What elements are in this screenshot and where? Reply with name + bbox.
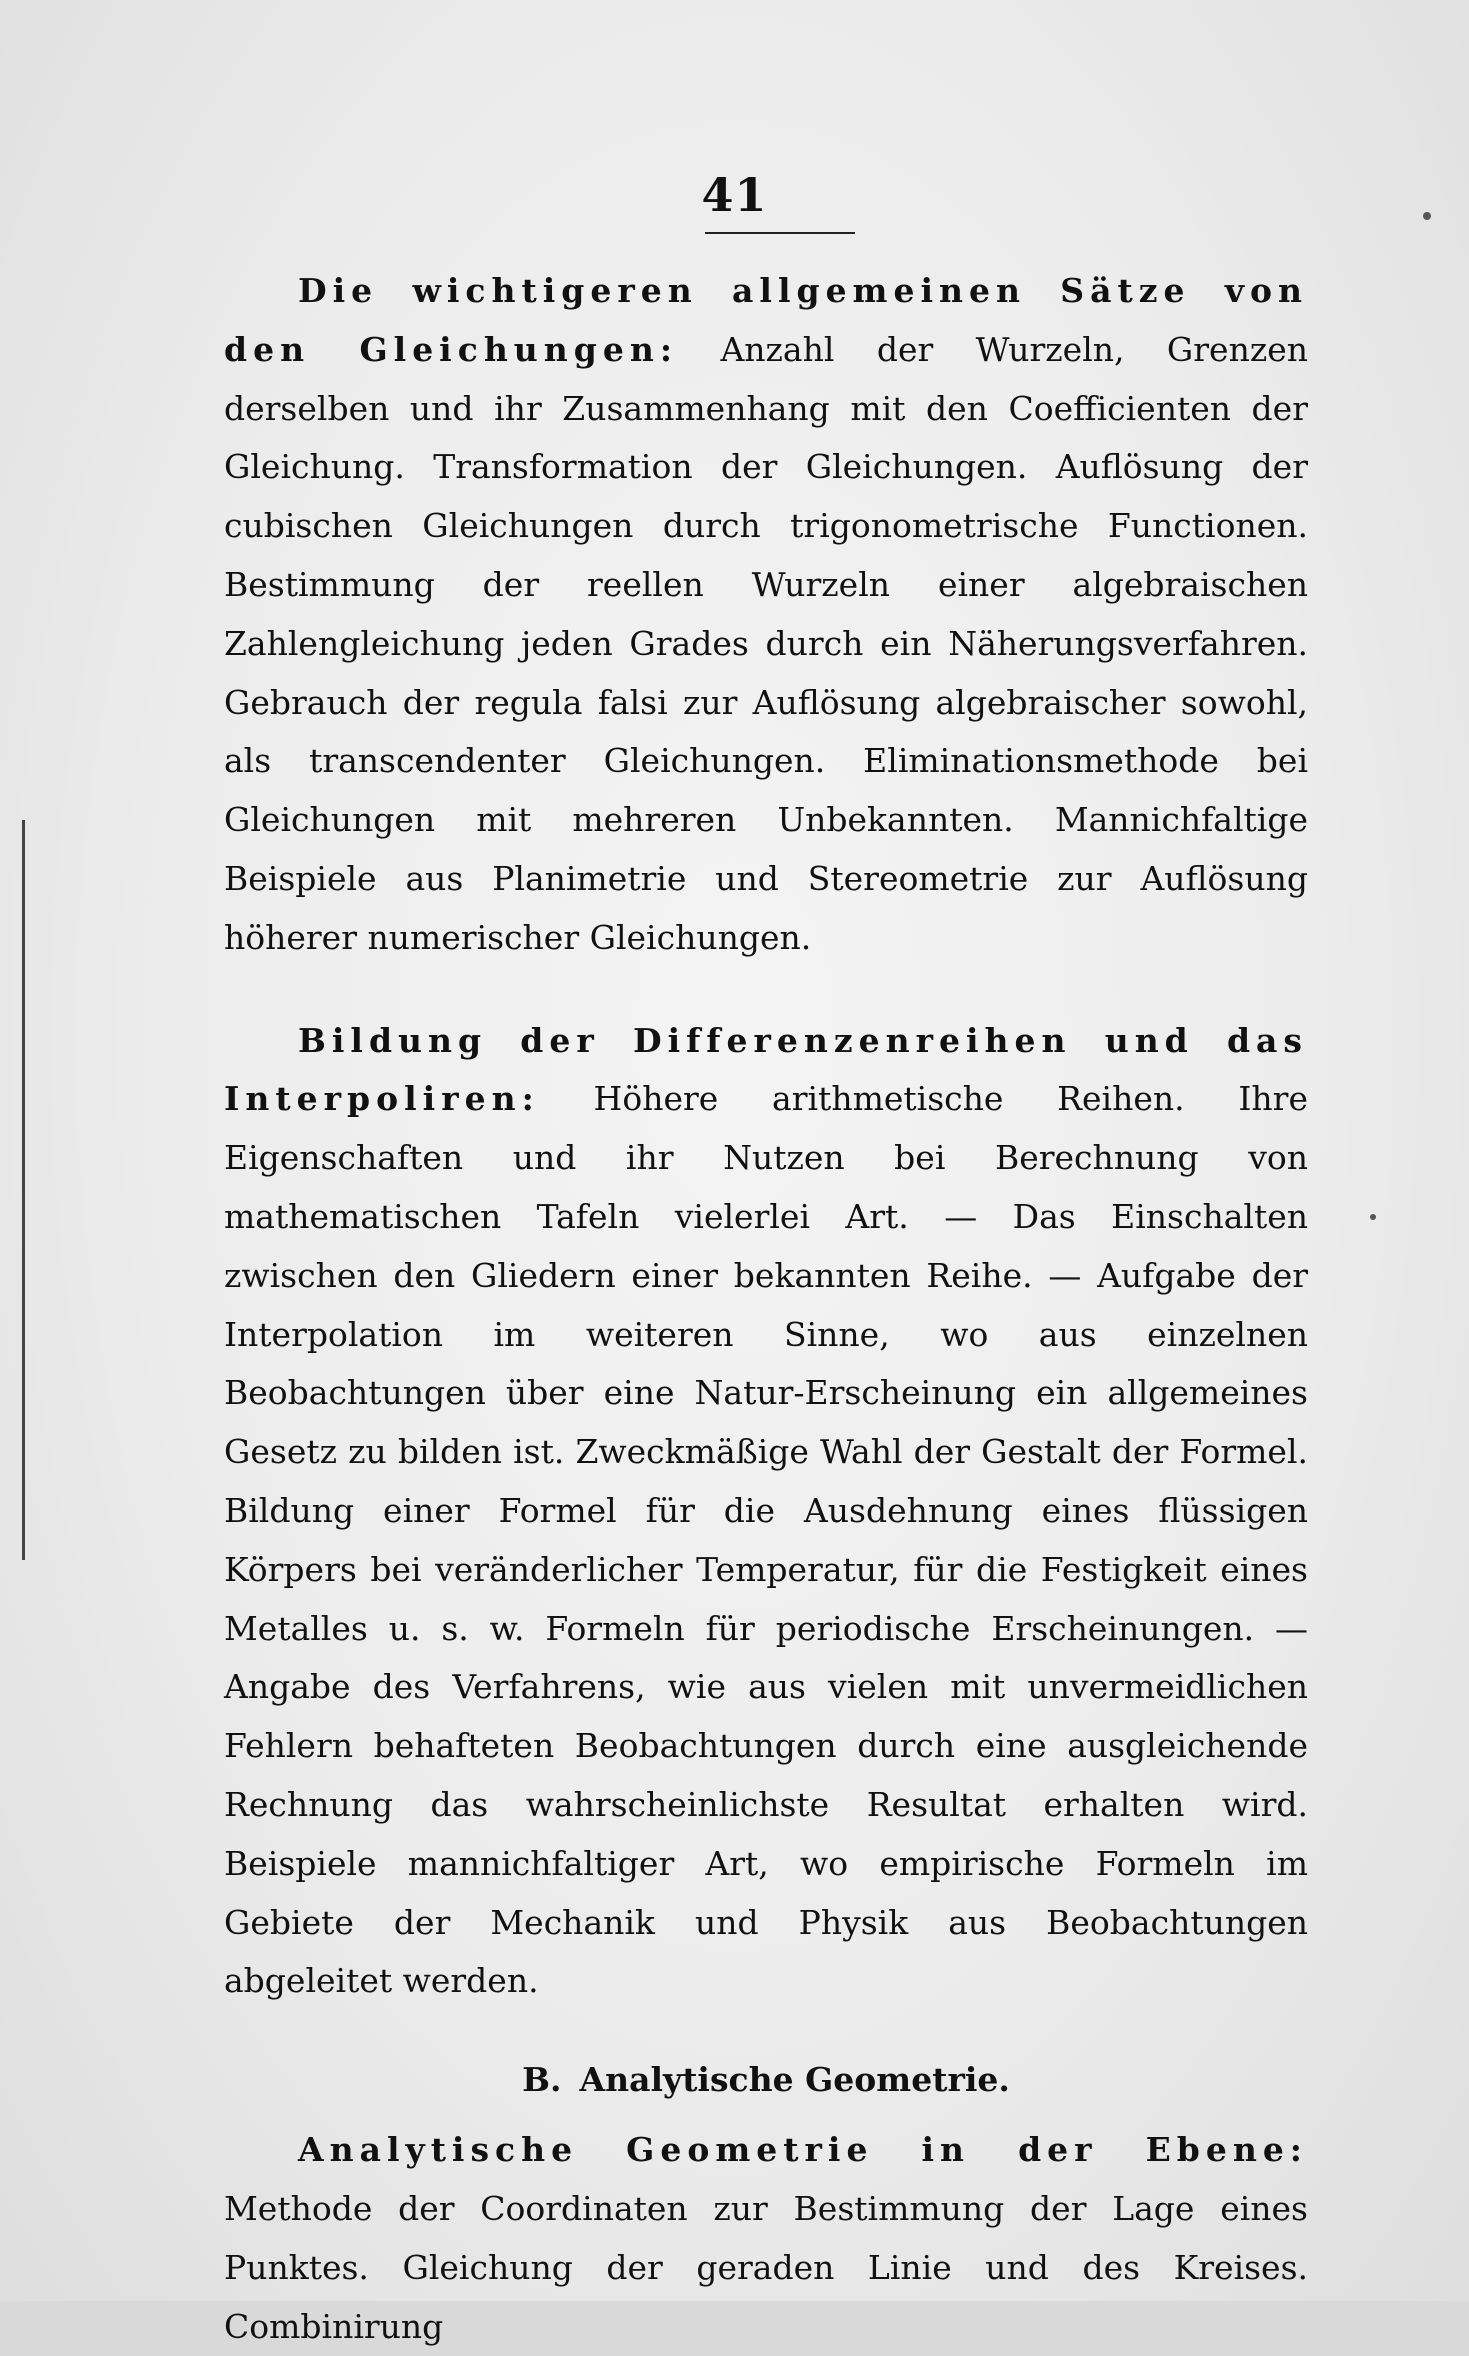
paragraph-text: Anzahl der Wurzeln, Grenzen derselben und ihr Zusammenhang mit den Coefficienten der Gleichung. Transformation der Gleichungen. Auflösung der cubischen Gleichungen durch trigonometrische Functionen. Bestimmung der reellen Wurzeln einer algebraischen Zahlengleichung jeden Grades durch ein Näherungsverfahren. Gebrauch der regula falsi zur Auflösung algebraischer sowohl, als transcendenter Gleichungen. Eliminationsmethode bei Gleichungen mit mehreren Unbekannten. Mannichfaltige Beispiele aus Planimetrie und Stereometrie zur Auflösung höherer numerischer Gleichungen. xyxy=(224,329,1308,957)
page-body xyxy=(224,262,1308,2356)
section-title: Analytische Geometrie. xyxy=(579,2060,1010,2100)
page-number: 41 xyxy=(701,168,768,222)
paragraph-lead: Die wichtigeren allgemeinen Sätze von den Gleichungen: xyxy=(224,271,1308,369)
paragraph-interpolation xyxy=(224,1012,1308,2012)
paragraph-text: Methode der Coordinaten zur Bestimmung der Lage eines Punktes. Gleichung der geraden Linie und des Kreises. Combinirung xyxy=(224,2188,1308,2346)
paragraph-analytic-geometry xyxy=(224,2121,1308,2356)
margin-binding-mark xyxy=(22,820,25,1560)
paragraph-text: Höhere arithmetische Reihen. Ihre Eigenschaften und ihr Nutzen bei Berechnung von mathematischen Tafeln vielerlei Art. — Das Einschalten zwischen den Gliedern einer bekannten Reihe. — Aufgabe der Interpolation im weiteren Sinne, wo aus einzelnen Beobachtungen über eine Natur-Erscheinung ein allgemeines Gesetz zu bilden ist. Zweckmäßige Wahl der Gestalt der Formel. Bildung einer Formel für die Ausdehnung eines flüssigen Körpers bei veränderlicher Temperatur, für die Festigkeit eines Metalles u. s. w. Formeln für periodische Erscheinungen. — Angabe des Verfahrens, wie aus vielen mit unvermeidlichen Fehlern behafteten Beobachtungen durch eine ausgleichende Rechnung das wahrscheinlichste Resultat erhalten wird. Beispiele mannichfaltiger Art, wo empirische Formeln im Gebiete der Mechanik und Physik aus Beobachtungen abgeleitet werden. xyxy=(224,1079,1308,2001)
dust-speck xyxy=(1370,1214,1376,1220)
paragraph-equations xyxy=(224,262,1308,968)
paragraph-lead: Bildung der Differenzenreihen und das Interpoliren: xyxy=(224,1020,1308,1119)
header-rule xyxy=(705,232,855,234)
section-heading xyxy=(224,2051,1308,2109)
section-letter: B. xyxy=(522,2060,562,2100)
paragraph-lead: Analytische Geometrie in der Ebene: xyxy=(298,2130,1308,2170)
